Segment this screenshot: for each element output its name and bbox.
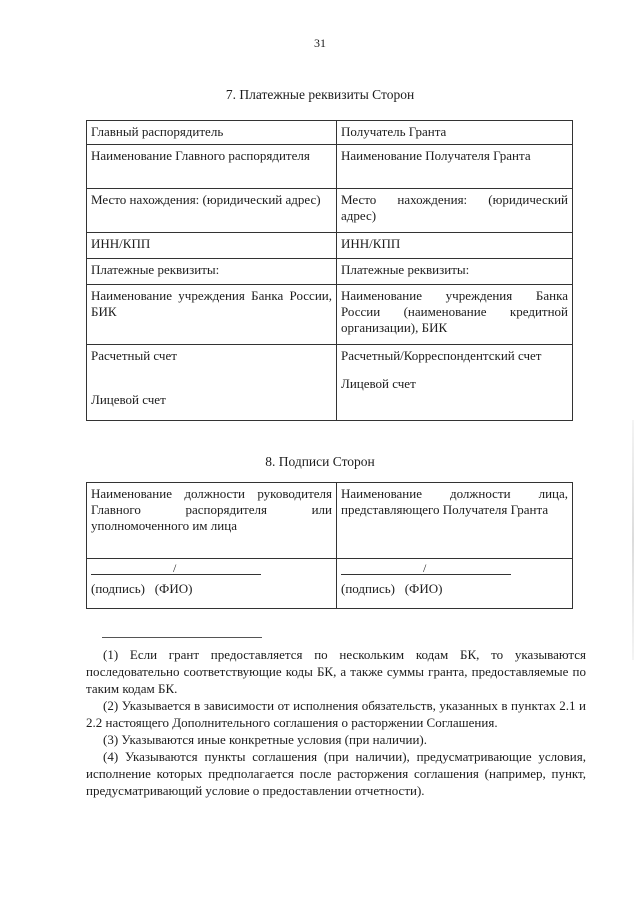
- settlement-account-label: Расчетный счет: [91, 348, 177, 363]
- footnote-2: (2) Указывается в зависимости от исполнения обязательств, указанных в пунктах 2.1 и 2.2 настоящего Дополнительного соглашения о расторжении Соглашения.: [86, 698, 586, 730]
- footnote-1: (1) Если грант предоставляется по нескольким кодам БК, то указываются последовательно соответствующие коды БК, а также суммы гранта, предоставляемые по таким кодам БК.: [86, 647, 586, 696]
- table-row: [87, 233, 573, 259]
- table-row: [87, 483, 573, 559]
- table-row: [87, 259, 573, 285]
- table-cell: [87, 345, 337, 421]
- table-cell: Платежные реквизиты:: [87, 259, 337, 285]
- footnotes: [86, 646, 586, 799]
- table-row: [87, 285, 573, 345]
- footnote-4: (4) Указываются пункты соглашения (при наличии), предусматривающие условия, исполнение которых предполагается после расторжения соглашения (например, пункт, предусматривающий условие о предоставлении отчетности).: [86, 749, 586, 798]
- footnote-separator: [102, 637, 262, 638]
- payment-details-table: [86, 120, 573, 421]
- table-cell: ИНН/КПП: [337, 233, 573, 259]
- correspondent-account-label: Расчетный/Корреспондентский счет: [341, 348, 542, 363]
- table-cell: Наименование Получателя Гранта: [337, 145, 573, 189]
- personal-account-label: Лицевой счет: [91, 392, 166, 407]
- signature-line: /: [341, 566, 511, 575]
- table-cell: Наименование учреждения Банка России (наименование кредитной организации), БИК: [337, 285, 573, 345]
- table-cell: Наименование учреждения Банка России, БИК: [87, 285, 337, 345]
- page-number: 31: [314, 36, 326, 50]
- table-row: [87, 121, 573, 145]
- table-row: [87, 189, 573, 233]
- section-8-title: 8. Подписи Сторон: [265, 454, 375, 469]
- table-cell: Место нахождения: (юридический адрес): [337, 189, 573, 233]
- table-cell: Платежные реквизиты:: [337, 259, 573, 285]
- signature-line: /: [91, 566, 261, 575]
- table-cell: Получатель Гранта: [337, 121, 573, 145]
- personal-account-label: Лицевой счет: [341, 376, 416, 391]
- signature-cell: [337, 559, 573, 609]
- signatures-table: [86, 482, 573, 609]
- table-row: [87, 559, 573, 609]
- table-cell: Наименование должности лица, представляющего Получателя Гранта: [337, 483, 573, 559]
- table-cell: Наименование должности руководителя Главного распорядителя или уполномоченного им лица: [87, 483, 337, 559]
- table-cell: Главный распорядитель: [87, 121, 337, 145]
- table-row: [87, 345, 573, 421]
- table-cell: Наименование Главного распорядителя: [87, 145, 337, 189]
- signature-caption: (подпись) (ФИО): [341, 581, 443, 596]
- table-cell: Место нахождения: (юридический адрес): [87, 189, 337, 233]
- signature-cell: [87, 559, 337, 609]
- table-cell: ИНН/КПП: [87, 233, 337, 259]
- signature-caption: (подпись) (ФИО): [91, 581, 193, 596]
- table-row: [87, 145, 573, 189]
- table-cell: [337, 345, 573, 421]
- scan-edge-shadow: [632, 420, 634, 660]
- footnote-3: (3) Указываются иные конкретные условия (при наличии).: [103, 732, 427, 747]
- section-7-title: 7. Платежные реквизиты Сторон: [225, 87, 415, 102]
